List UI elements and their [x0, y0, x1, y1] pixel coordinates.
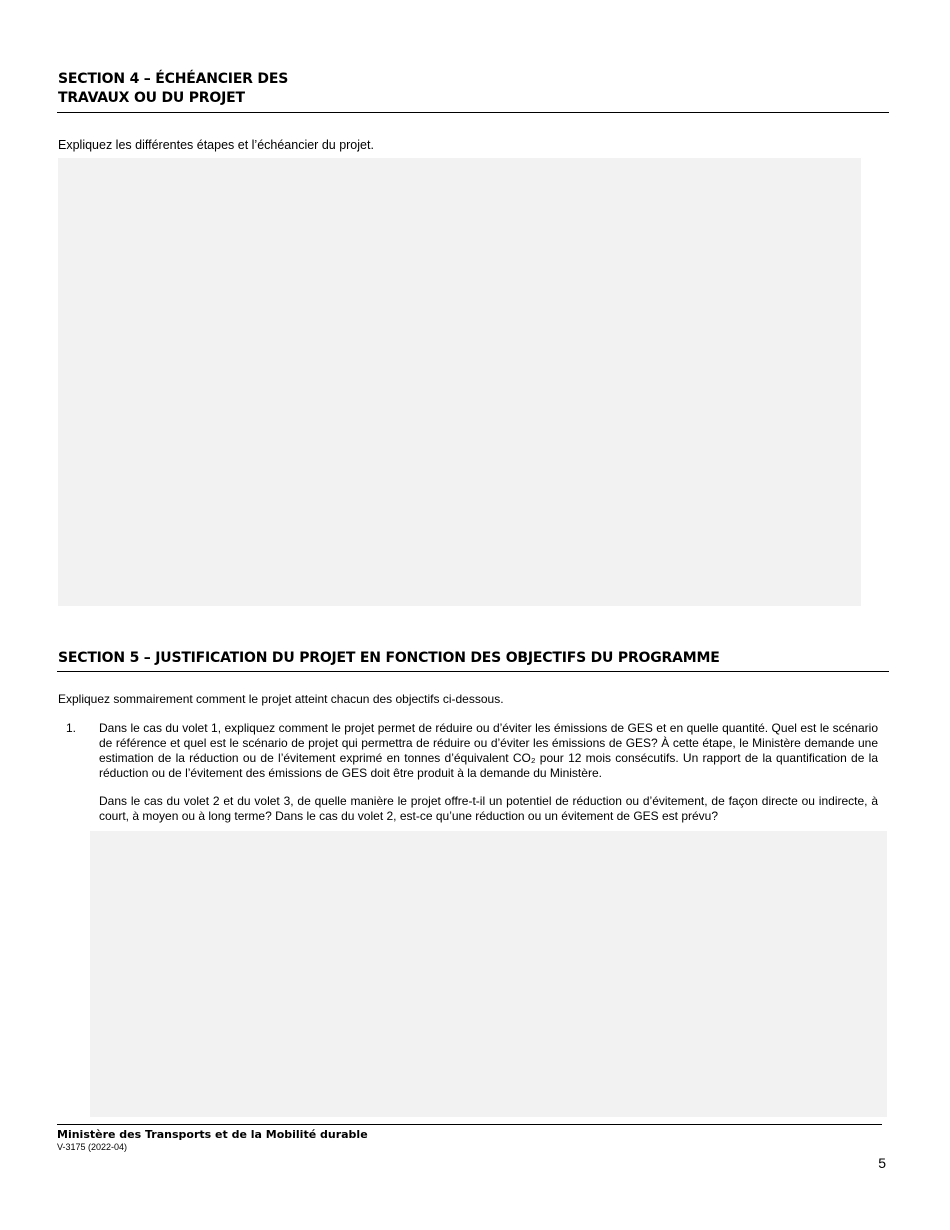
section-5-title: SECTION 5 – JUSTIFICATION DU PROJET EN FONCTION DES OBJECTIFS DU PROGRAMME — [58, 650, 720, 666]
footer-ministry: Ministère des Transports et de la Mobilité durable — [57, 1128, 368, 1141]
footer-form-code: V-3175 (2022-04) — [57, 1142, 128, 1152]
footer-divider — [57, 1124, 882, 1125]
objective-item-number: 1. — [66, 721, 77, 735]
objective-1-paragraph: Dans le cas du volet 1, expliquez comment le projet permet de réduire ou d’éviter les émissions de GES et en quelle quantité. Quel est le scénario de référence et quel est le scénario de projet qui permettra de réduire ou d’éviter les émissions de GES? À cette étape, le Ministère demande une estimation de la réduction ou de l’évitement exprimé en tonnes d’équivalent CO₂ pour 12 mois consécutifs. Un rapport de la quantification de la réduction ou de l’évitement des émissions de GES doit être produit à la demande du Ministère. — [99, 721, 878, 780]
section-4-title-line1: SECTION 4 – ÉCHÉANCIER DES — [58, 71, 289, 87]
objective-1-text-field[interactable] — [90, 831, 887, 1117]
objective-1-paragraph-volet-2-3: Dans le cas du volet 2 et du volet 3, de quelle manière le projet offre-t-il un potentiel de réduction ou d’évitement, de façon directe ou indirecte, à court, à moyen ou à long terme? Dans le cas du volet 2, est-ce qu’une réduction ou un évitement de GES est prévu? — [99, 794, 878, 823]
section-5-instruction: Expliquez sommairement comment le projet atteint chacun des objectifs ci-dessous. — [58, 692, 504, 706]
schedule-text-field[interactable] — [58, 158, 861, 606]
page-number: 5 — [878, 1155, 886, 1171]
section-4-divider — [57, 112, 889, 113]
section-4-title-line2: TRAVAUX OU DU PROJET — [58, 90, 245, 106]
section-4-instruction: Expliquez les différentes étapes et l’échéancier du projet. — [58, 138, 374, 152]
section-5-divider — [57, 671, 889, 672]
section-4-title — [58, 70, 288, 108]
